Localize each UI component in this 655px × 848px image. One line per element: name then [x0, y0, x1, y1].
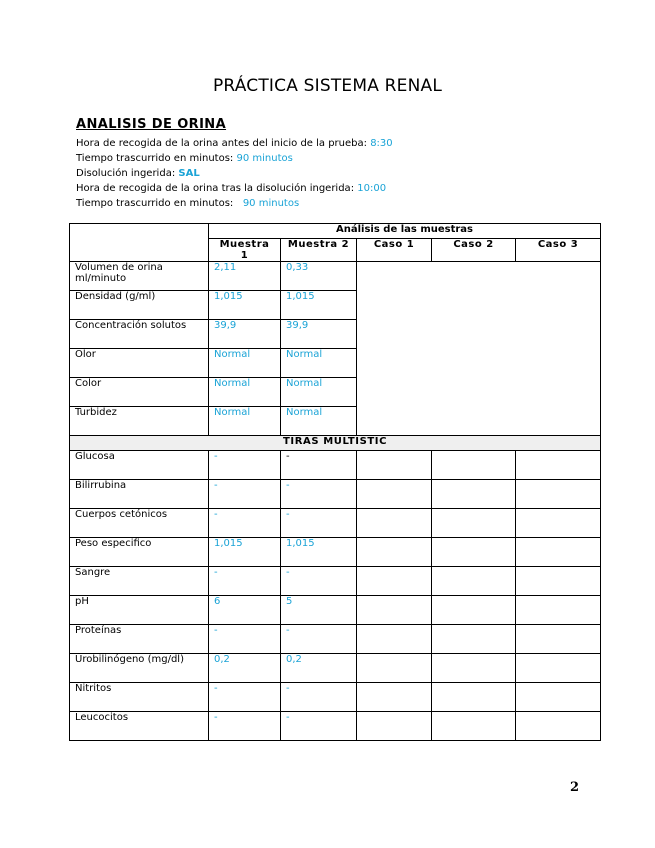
caso2-value — [432, 567, 516, 596]
info-value: 10:00 — [357, 183, 387, 194]
caso2-value — [432, 596, 516, 625]
caso1-value — [357, 567, 432, 596]
section-heading: ANALISIS DE ORINA — [76, 117, 227, 132]
muestra2-value: - — [281, 451, 357, 480]
muestra1-value: 2,11 — [209, 262, 281, 291]
muestra1-value: Normal — [209, 378, 281, 407]
row-label: Leucocitos — [70, 712, 209, 741]
row-label: Color — [70, 378, 209, 407]
sample-info — [76, 136, 393, 211]
muestra2-value: 39,9 — [281, 320, 357, 349]
row-label: Glucosa — [70, 451, 209, 480]
caso3-value — [516, 451, 601, 480]
info-value: 8:30 — [370, 138, 393, 149]
column-header: Caso 3 — [516, 239, 601, 262]
row-label: pH — [70, 596, 209, 625]
muestra2-value: 0,33 — [281, 262, 357, 291]
caso2-value — [432, 509, 516, 538]
row-label: Concentración solutos — [70, 320, 209, 349]
muestra1-value: 39,9 — [209, 320, 281, 349]
table-row — [70, 451, 601, 480]
info-row — [76, 151, 393, 166]
caso2-value — [432, 683, 516, 712]
muestra1-value: - — [209, 480, 281, 509]
caso1-value — [357, 451, 432, 480]
caso2-value — [432, 625, 516, 654]
muestra2-value: 5 — [281, 596, 357, 625]
caso1-value — [357, 596, 432, 625]
column-header: Caso 1 — [357, 239, 432, 262]
table-row — [70, 262, 601, 291]
caso1-value — [357, 625, 432, 654]
row-label: Sangre — [70, 567, 209, 596]
caso3-value — [516, 625, 601, 654]
caso3-value — [516, 654, 601, 683]
row-label: Densidad (g/ml) — [70, 291, 209, 320]
caso1-value — [357, 712, 432, 741]
column-header: Muestra 1 — [209, 239, 281, 262]
muestra2-value: - — [281, 712, 357, 741]
row-label: Proteínas — [70, 625, 209, 654]
muestra1-value: - — [209, 712, 281, 741]
info-value: SAL — [178, 168, 200, 179]
info-label: Hora de recogida de la orina tras la disolución ingerida: — [76, 183, 358, 194]
muestra1-value: 1,015 — [209, 538, 281, 567]
group-header: Análisis de las muestras — [209, 224, 601, 239]
results-table — [69, 223, 601, 741]
caso3-value — [516, 712, 601, 741]
page-number: 2 — [570, 780, 580, 795]
info-row — [76, 166, 393, 181]
caso2-value — [432, 451, 516, 480]
row-label: Nitritos — [70, 683, 209, 712]
table-row — [70, 567, 601, 596]
row-label: Peso especifico — [70, 538, 209, 567]
muestra2-value: - — [281, 509, 357, 538]
muestra1-value: 6 — [209, 596, 281, 625]
muestra1-value: - — [209, 625, 281, 654]
muestra2-value: - — [281, 625, 357, 654]
muestra1-value: 0,2 — [209, 654, 281, 683]
table-row — [70, 596, 601, 625]
info-label: Tiempo trascurrido en minutos: — [76, 198, 240, 209]
caso1-value — [357, 509, 432, 538]
caso3-value — [516, 538, 601, 567]
info-value: 90 minutos — [239, 198, 300, 209]
muestra1-value: Normal — [209, 407, 281, 436]
info-row — [76, 181, 393, 196]
corner-cell — [70, 224, 209, 262]
row-label: Cuerpos cetónicos — [70, 509, 209, 538]
muestra2-value: 1,015 — [281, 538, 357, 567]
muestra2-value: Normal — [281, 349, 357, 378]
muestra1-value: - — [209, 567, 281, 596]
table-row — [70, 712, 601, 741]
caso2-value — [432, 654, 516, 683]
muestra1-value: Normal — [209, 349, 281, 378]
caso1-value — [357, 480, 432, 509]
table-row — [70, 654, 601, 683]
table-row — [70, 538, 601, 567]
row-label: Urobilinógeno (mg/dl) — [70, 654, 209, 683]
caso1-value — [357, 683, 432, 712]
info-label: Hora de recogida de la orina antes del inicio de la prueba: — [76, 138, 371, 149]
muestra2-value: - — [281, 567, 357, 596]
row-label: Turbidez — [70, 407, 209, 436]
caso2-value — [432, 480, 516, 509]
caso3-value — [516, 683, 601, 712]
column-header: Caso 2 — [432, 239, 516, 262]
info-value: 90 minutos — [236, 153, 293, 164]
caso1-value — [357, 654, 432, 683]
muestra2-value: Normal — [281, 378, 357, 407]
row-label: Bilirrubina — [70, 480, 209, 509]
info-label: Disolución ingerida: — [76, 168, 179, 179]
empty-cases-area — [357, 262, 601, 436]
section-header: TIRAS MULTISTIC — [70, 436, 601, 451]
column-header: Muestra 2 — [281, 239, 357, 262]
table-row — [70, 480, 601, 509]
table-row — [70, 683, 601, 712]
muestra1-value: 1,015 — [209, 291, 281, 320]
muestra1-value: - — [209, 451, 281, 480]
table-row — [70, 509, 601, 538]
caso2-value — [432, 712, 516, 741]
row-label: Olor — [70, 349, 209, 378]
muestra1-value: - — [209, 509, 281, 538]
muestra2-value: 1,015 — [281, 291, 357, 320]
muestra2-value: Normal — [281, 407, 357, 436]
caso1-value — [357, 538, 432, 567]
muestra2-value: - — [281, 480, 357, 509]
caso3-value — [516, 596, 601, 625]
row-label: Volumen de orina ml/minuto — [70, 262, 209, 291]
caso2-value — [432, 538, 516, 567]
table-row — [70, 625, 601, 654]
strip-rows — [70, 451, 601, 741]
caso3-value — [516, 480, 601, 509]
page-title: PRÁCTICA SISTEMA RENAL — [212, 76, 443, 96]
muestra2-value: - — [281, 683, 357, 712]
info-row — [76, 136, 393, 151]
caso3-value — [516, 567, 601, 596]
info-label: Tiempo trascurrido en minutos: — [76, 153, 237, 164]
section-row — [70, 436, 601, 451]
muestra1-value: - — [209, 683, 281, 712]
muestra2-value: 0,2 — [281, 654, 357, 683]
info-row — [76, 196, 393, 211]
caso3-value — [516, 509, 601, 538]
